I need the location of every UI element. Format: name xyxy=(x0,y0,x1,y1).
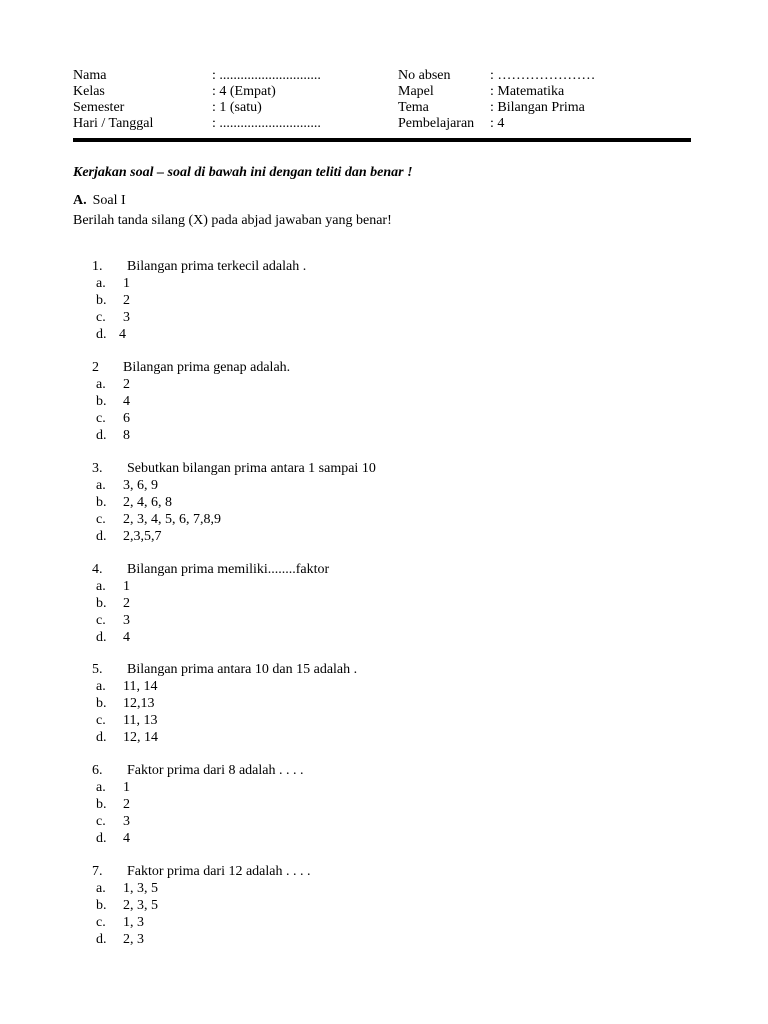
option-a[interactable] xyxy=(92,880,692,897)
option-letter: d. xyxy=(96,730,107,745)
option-d[interactable] xyxy=(92,729,692,746)
option-letter: b. xyxy=(96,696,107,711)
option-letter: a. xyxy=(96,679,106,694)
option-letter: a. xyxy=(96,780,106,795)
option-letter: d. xyxy=(96,529,107,544)
header-label-mapel: Mapel xyxy=(398,84,434,99)
option-b[interactable] xyxy=(92,595,692,612)
option-b[interactable] xyxy=(92,494,692,511)
header-value-hari-tanggal: : ............................. xyxy=(212,116,321,131)
question-number: 7. xyxy=(92,864,103,879)
question-6 xyxy=(92,762,692,847)
option-letter: d. xyxy=(96,327,107,342)
question-1 xyxy=(92,258,692,343)
option-letter: a. xyxy=(96,276,106,291)
option-value: 4 xyxy=(123,394,130,409)
option-letter: d. xyxy=(96,630,107,645)
section-title: Soal I xyxy=(92,193,126,208)
question-text: Bilangan prima terkecil adalah . xyxy=(127,259,307,274)
option-value: 2,3,5,7 xyxy=(123,529,162,544)
header-value-semester: : 1 (satu) xyxy=(212,100,262,115)
option-letter: d. xyxy=(96,932,107,947)
question-3 xyxy=(92,460,692,545)
option-value: 2, 3, 4, 5, 6, 7,8,9 xyxy=(123,512,221,527)
question-7 xyxy=(92,863,692,948)
option-letter: b. xyxy=(96,495,107,510)
option-d[interactable] xyxy=(92,326,692,343)
question-2 xyxy=(92,359,692,444)
option-letter: c. xyxy=(96,310,106,325)
option-value: 4 xyxy=(123,831,130,846)
question-text: Faktor prima dari 8 adalah . . . . xyxy=(127,763,304,778)
option-letter: c. xyxy=(96,915,106,930)
option-a[interactable] xyxy=(92,477,692,494)
header-divider xyxy=(73,138,691,142)
option-letter: a. xyxy=(96,377,106,392)
option-value: 2, 3, 5 xyxy=(123,898,158,913)
header-value-nama: : ............................. xyxy=(212,68,321,83)
header-value-no-absen: : ………………… xyxy=(490,68,596,83)
option-c[interactable] xyxy=(92,309,692,326)
option-letter: c. xyxy=(96,512,106,527)
option-letter: c. xyxy=(96,613,106,628)
question-text: Bilangan prima memiliki........faktor xyxy=(127,562,330,577)
option-a[interactable] xyxy=(92,779,692,796)
option-letter: b. xyxy=(96,797,107,812)
option-c[interactable] xyxy=(92,511,692,528)
option-value: 2 xyxy=(123,377,130,392)
option-c[interactable] xyxy=(92,914,692,931)
option-value: 1, 3, 5 xyxy=(123,881,158,896)
question-4 xyxy=(92,561,692,646)
option-value: 3 xyxy=(123,814,130,829)
option-value: 1 xyxy=(123,276,130,291)
question-text: Sebutkan bilangan prima antara 1 sampai 10 xyxy=(127,461,376,476)
question-number: 3. xyxy=(92,461,103,476)
option-value: 4 xyxy=(119,327,126,342)
question-text: Bilangan prima antara 10 dan 15 adalah . xyxy=(127,662,358,677)
option-value: 4 xyxy=(123,630,130,645)
option-c[interactable] xyxy=(92,813,692,830)
option-letter: a. xyxy=(96,579,106,594)
header-label-pembelajaran: Pembelajaran xyxy=(398,116,475,131)
option-b[interactable] xyxy=(92,796,692,813)
question-number: 5. xyxy=(92,662,103,677)
option-value: 8 xyxy=(123,428,130,443)
question-number: 2 xyxy=(92,360,99,375)
option-value: 3 xyxy=(123,613,130,628)
option-value: 12,13 xyxy=(123,696,155,711)
header-label-tema: Tema xyxy=(398,100,429,115)
option-letter: b. xyxy=(96,394,107,409)
option-value: 1, 3 xyxy=(123,915,144,930)
header-label-kelas: Kelas xyxy=(73,84,105,99)
option-value: 12, 14 xyxy=(123,730,158,745)
option-letter: b. xyxy=(96,293,107,308)
question-number: 6. xyxy=(92,763,103,778)
option-d[interactable] xyxy=(92,931,692,948)
option-d[interactable] xyxy=(92,830,692,847)
option-letter: b. xyxy=(96,596,107,611)
option-letter: a. xyxy=(96,881,106,896)
option-letter: c. xyxy=(96,713,106,728)
section-heading xyxy=(73,192,126,210)
option-value: 2, 4, 6, 8 xyxy=(123,495,172,510)
option-b[interactable] xyxy=(92,292,692,309)
option-a[interactable] xyxy=(92,678,692,695)
header-label-hari-tanggal: Hari / Tanggal xyxy=(73,116,154,131)
option-letter: a. xyxy=(96,478,106,493)
option-value: 2, 3 xyxy=(123,932,144,947)
option-letter: b. xyxy=(96,898,107,913)
option-value: 6 xyxy=(123,411,130,426)
option-a[interactable] xyxy=(92,275,692,292)
option-value: 1 xyxy=(123,579,130,594)
question-text: Bilangan prima genap adalah. xyxy=(123,360,291,375)
instruction-text: Kerjakan soal – soal di bawah ini dengan teliti dan benar ! xyxy=(73,165,413,180)
option-value: 3 xyxy=(123,310,130,325)
question-text: Faktor prima dari 12 adalah . . . . xyxy=(127,864,311,879)
option-c[interactable] xyxy=(92,712,692,729)
option-value: 2 xyxy=(123,293,130,308)
option-letter: c. xyxy=(96,814,106,829)
question-number: 4. xyxy=(92,562,103,577)
option-b[interactable] xyxy=(92,695,692,712)
header-label-semester: Semester xyxy=(73,100,125,115)
option-b[interactable] xyxy=(92,393,692,410)
section-letter: A. xyxy=(73,193,87,208)
option-letter: d. xyxy=(96,831,107,846)
option-value: 11, 14 xyxy=(123,679,158,694)
header-value-mapel: : Matematika xyxy=(490,84,565,99)
question-5 xyxy=(92,661,692,746)
option-value: 3, 6, 9 xyxy=(123,478,158,493)
option-c[interactable] xyxy=(92,612,692,629)
option-a[interactable] xyxy=(92,578,692,595)
option-d[interactable] xyxy=(92,427,692,444)
subinstruction-text: Berilah tanda silang (X) pada abjad jawaban yang benar! xyxy=(73,213,392,228)
option-b[interactable] xyxy=(92,897,692,914)
question-number: 1. xyxy=(92,259,103,274)
option-value: 2 xyxy=(123,797,130,812)
header-value-pembelajaran: : 4 xyxy=(490,116,505,131)
option-letter: c. xyxy=(96,411,106,426)
option-value: 2 xyxy=(123,596,130,611)
option-value: 1 xyxy=(123,780,130,795)
option-d[interactable] xyxy=(92,629,692,646)
header-label-no-absen: No absen xyxy=(398,68,451,83)
header-value-tema: : Bilangan Prima xyxy=(490,100,585,115)
header-value-kelas: : 4 (Empat) xyxy=(212,84,276,99)
option-a[interactable] xyxy=(92,376,692,393)
option-c[interactable] xyxy=(92,410,692,427)
option-d[interactable] xyxy=(92,528,692,545)
option-letter: d. xyxy=(96,428,107,443)
header-label-nama: Nama xyxy=(73,68,107,83)
option-value: 11, 13 xyxy=(123,713,158,728)
